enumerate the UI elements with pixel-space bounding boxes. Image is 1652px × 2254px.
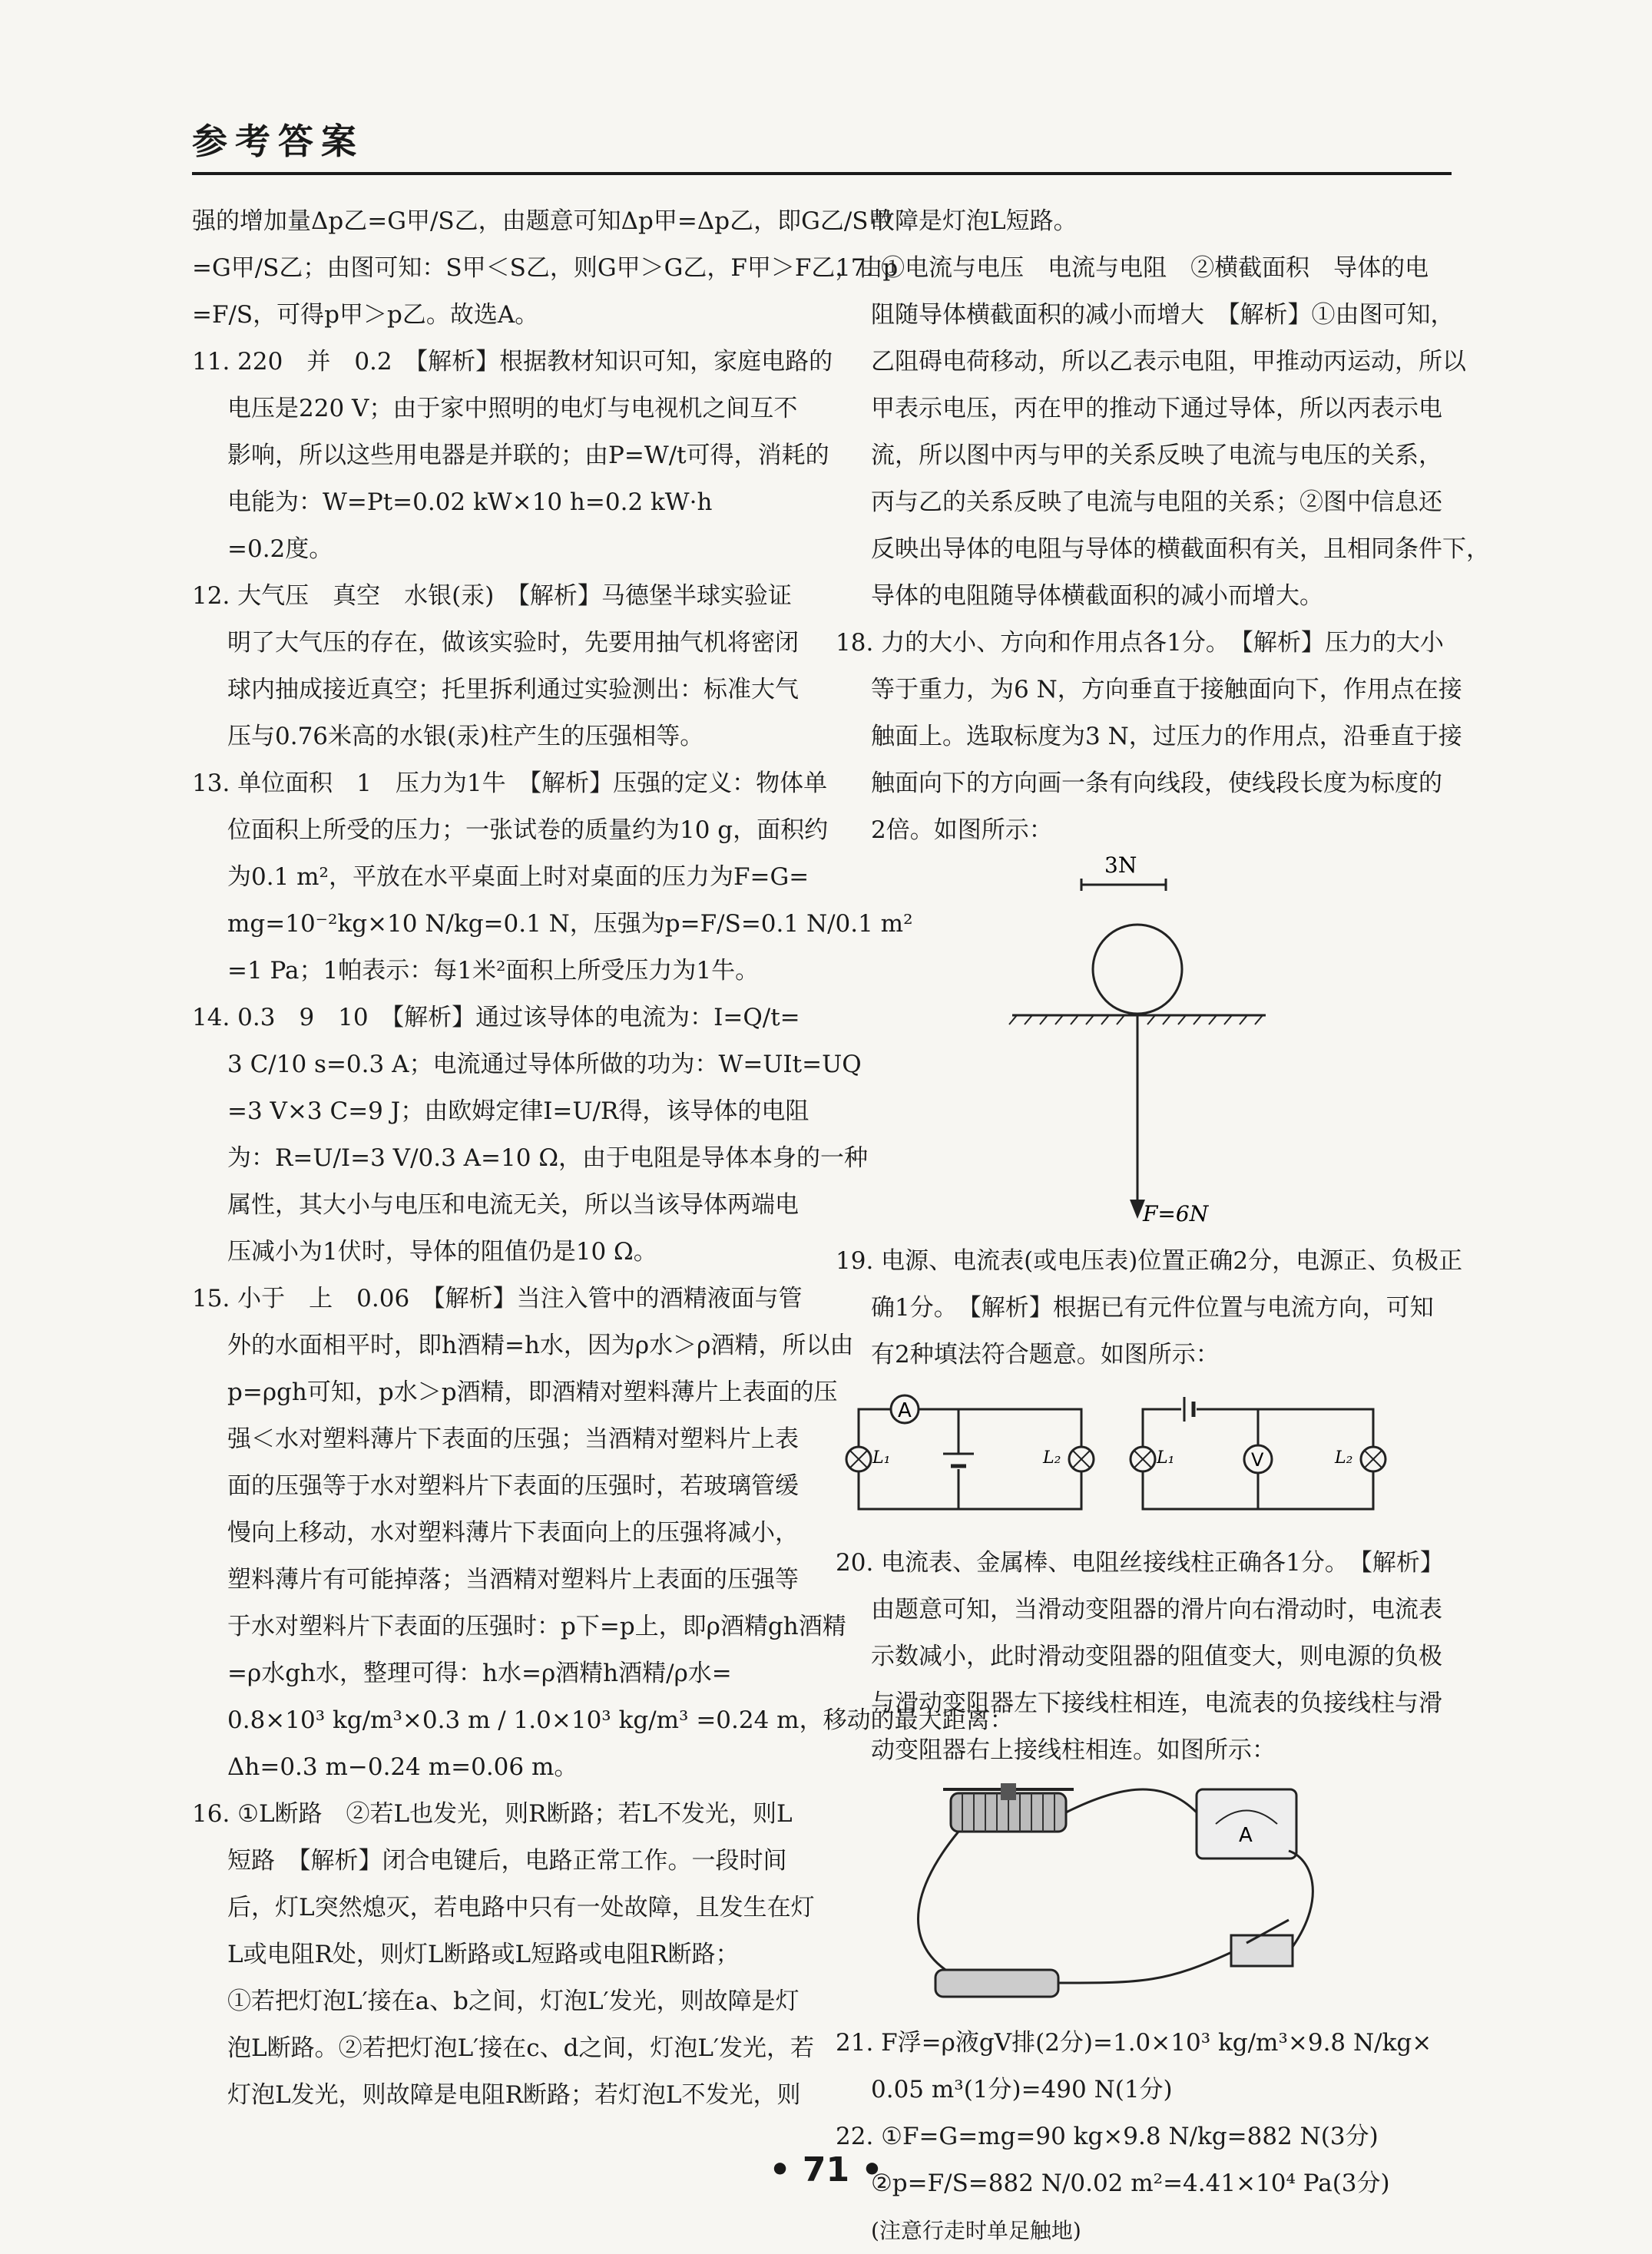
wire bbox=[1066, 1789, 1197, 1812]
text-line: 反映出导体的电阻与导体的横截面积有关，且相同条件下， bbox=[871, 535, 1490, 563]
text-line: 面的压强等于水对塑料片下表面的压强时，若玻璃管缓 bbox=[227, 1472, 799, 1500]
text-line: 属性，其大小与电压和电流无关，所以当该导体两端电 bbox=[227, 1191, 799, 1219]
answer-20: 20. 电流表、金属棒、电阻丝接线柱正确各1分。 【解析】 bbox=[836, 1549, 1444, 1577]
answer-12: 12. 大气压 真空 水银(汞) 【解析】马德堡半球实验证 bbox=[192, 582, 792, 610]
right-column bbox=[836, 198, 1490, 2254]
text-line: 球内抽成接近真空；托里拆利通过实验测出：标准大气 bbox=[227, 676, 799, 703]
answer-17: 17. ①电流与电压 电流与电阻 ②横截面积 导体的电 bbox=[836, 254, 1429, 282]
answer-11: 11. 220 并 0.2 【解析】根据教材知识可知，家庭电路的 bbox=[192, 348, 833, 376]
text-line: 甲表示电压，丙在甲的推动下通过导体，所以丙表示电 bbox=[871, 395, 1442, 422]
text-line: 故障是灯泡L短路。 bbox=[871, 207, 1078, 235]
rheostat-svg bbox=[836, 1782, 1450, 2012]
wire bbox=[1289, 1851, 1313, 1947]
answer-19: 19. 电源、电流表(或电压表)位置正确2分，电源正、负极正 bbox=[836, 1247, 1463, 1275]
figure-20-rheostat-circuit bbox=[836, 1782, 1450, 2012]
text-line: 为0.1 m²，平放在水平桌面上时对桌面的压力为F=G= bbox=[227, 863, 809, 891]
lamp2-label: L₂ bbox=[1335, 1448, 1353, 1468]
text-line: =F/S，可得p甲＞p乙。故选A。 bbox=[192, 301, 539, 329]
text-line: =G甲/S乙；由图可知：S甲＜S乙，则G甲＞G乙，F甲＞F乙，由p bbox=[192, 254, 899, 282]
text-line: =3 V×3 C=9 J；由欧姆定律I=U/R得，该导体的电阻 bbox=[227, 1097, 809, 1125]
text-line: p=ρgh可知，p水＞p酒精，即酒精对塑料薄片上表面的压 bbox=[227, 1379, 838, 1406]
text-line: ②p=F/S=882 N/0.02 m²=4.41×10⁴ Pa(3分) bbox=[871, 2170, 1390, 2197]
text-line: 强＜水对塑料薄片下表面的压强；当酒精对塑料片上表 bbox=[227, 1425, 799, 1453]
text-line: 导体的电阻随导体横截面积的减小而增大。 bbox=[871, 582, 1323, 610]
switch-icon bbox=[1231, 1935, 1293, 1966]
text-line: =0.2度。 bbox=[227, 535, 333, 563]
text-line: 有2种填法符合题意。如图所示： bbox=[871, 1341, 1220, 1369]
text-line: mg=10⁻²kg×10 N/kg=0.1 N，压强为p=F/S=0.1 N/0.1 m² bbox=[227, 910, 913, 938]
text-line: 丙与乙的关系反映了电流与电阻的关系；②图中信息还 bbox=[871, 488, 1442, 516]
text-line: ①若把灯泡L′接在a、b之间，灯泡L′发光，则故障是灯 bbox=[227, 1988, 800, 2015]
answer-14: 14. 0.3 9 10 【解析】通过该导体的电流为：I=Q/t= bbox=[192, 1004, 800, 1031]
text-line: 动变阻器右上接线柱相连。如图所示： bbox=[871, 1736, 1276, 1764]
text-line: 外的水面相平时，即h酒精=h水，因为ρ水＞ρ酒精，所以由 bbox=[227, 1332, 854, 1359]
text-line: 灯泡L发光，则故障是电阻R断路；若灯泡L不发光，则 bbox=[227, 2081, 801, 2109]
text-line: 流，所以图中丙与甲的关系反映了电流与电压的关系， bbox=[871, 442, 1442, 469]
text-line: 0.8×10³ kg/m³×0.3 m / 1.0×10³ kg/m³ =0.24 m，移动的最大距离： bbox=[227, 1706, 1014, 1734]
text-line: 强的增加量Δp乙=G甲/S乙，由题意可知Δp甲=Δp乙，即G乙/S甲 bbox=[192, 207, 892, 235]
text-line: 示数减小，此时滑动变阻器的阻值变大，则电源的负极 bbox=[871, 1643, 1442, 1670]
text-line: 为：R=U/I=3 V/0.3 A=10 Ω，由于电阻是导体本身的一种 bbox=[227, 1144, 869, 1172]
lamp2-label: L₂ bbox=[1043, 1448, 1061, 1468]
answer-13: 13. 单位面积 1 压力为1牛 【解析】压强的定义：物体单 bbox=[192, 770, 828, 797]
page-number: • 71 • bbox=[769, 2150, 883, 2189]
answer-15: 15. 小于 上 0.06 【解析】当注入管中的酒精液面与管 bbox=[192, 1285, 803, 1312]
text-line: 触面上。选取标度为3 N，过压力的作用点，沿垂直于接 bbox=[871, 723, 1462, 750]
text-line: 确1分。 【解析】根据已有元件位置与电流方向，可知 bbox=[871, 1294, 1434, 1322]
text-line: 位面积上所受的压力；一张试卷的质量约为10 g，面积约 bbox=[227, 816, 829, 844]
lamp1-label: L₁ bbox=[1157, 1448, 1175, 1468]
text-line: Δh=0.3 m−0.24 m=0.06 m。 bbox=[227, 1753, 578, 1781]
ammeter-label: A bbox=[898, 1399, 912, 1422]
text-line: 明了大气压的存在，做该实验时，先要用抽气机将密闭 bbox=[227, 629, 799, 657]
text-line: =ρ水gh水，整理可得：h水=ρ酒精h酒精/ρ水= bbox=[227, 1660, 732, 1687]
page-header-title: 参考答案 bbox=[192, 121, 364, 162]
text-line: 塑料薄片有可能掉落；当酒精对塑料片上表面的压强等 bbox=[227, 1566, 799, 1594]
figure-19-circuits bbox=[836, 1386, 1450, 1532]
header-rule bbox=[192, 172, 1452, 175]
slider bbox=[1001, 1783, 1016, 1800]
figure-18-force-diagram bbox=[836, 852, 1450, 1230]
scale-label: 3N bbox=[1104, 852, 1137, 878]
text-line: 慢向上移动，水对塑料薄片下表面向上的压强将减小， bbox=[227, 1519, 799, 1547]
lamp1-label: L₁ bbox=[872, 1448, 891, 1468]
answer-21: 21. F浮=ρ液gV排(2分)=1.0×10³ kg/m³×9.8 N/kg× bbox=[836, 2029, 1432, 2057]
text-line: 泡L断路。②若把灯泡L′接在c、d之间，灯泡L′发光，若 bbox=[227, 2034, 815, 2062]
force-diagram-svg bbox=[836, 852, 1450, 1230]
text-line: 乙阻碍电荷移动，所以乙表示电阻，甲推动丙运动，所以 bbox=[871, 348, 1466, 376]
text-line: 压减小为1伏时，导体的阻值仍是10 Ω。 bbox=[227, 1238, 657, 1266]
text-line: 与滑动变阻器左下接线柱相连，电流表的负接线柱与滑 bbox=[871, 1690, 1442, 1717]
answer-16: 16. ①L断路 ②若L也发光，则R断路；若L不发光，则L bbox=[192, 1800, 793, 1828]
text-line: 压与0.76米高的水银(汞)柱产生的压强相等。 bbox=[227, 723, 704, 750]
text-line: L或电阻R处，则灯L断路或L短路或电阻R断路； bbox=[227, 1941, 740, 1968]
text-line: =1 Pa；1帕表示：每1米²面积上所受压力为1牛。 bbox=[227, 957, 760, 985]
force-label: F=6N bbox=[1143, 1201, 1209, 1226]
text-line: 电能为：W=Pt=0.02 kW×10 h=0.2 kW·h bbox=[227, 488, 713, 516]
answer-22: 22. ①F=G=mg=90 kg×9.8 N/kg=882 N(3分) bbox=[836, 2123, 1379, 2150]
text-line: 短路 【解析】闭合电键后，电路正常工作。一段时间 bbox=[227, 1847, 787, 1875]
battery-icon bbox=[935, 1970, 1058, 1997]
answer-18: 18. 力的大小、方向和作用点各1分。 【解析】压力的大小 bbox=[836, 629, 1444, 657]
text-line: 等于重力，为6 N，方向垂直于接触面向下，作用点在接 bbox=[871, 676, 1462, 703]
wire bbox=[1058, 1951, 1235, 1983]
text-line: 阻随导体横截面积的减小而增大 【解析】①由图可知， bbox=[871, 301, 1455, 329]
ground-hatching bbox=[1009, 1015, 1263, 1024]
circuit-svg bbox=[836, 1386, 1450, 1532]
ball bbox=[1093, 925, 1182, 1014]
note: (注意行走时单足触地) bbox=[871, 2218, 1081, 2243]
voltmeter-label: V bbox=[1251, 1449, 1264, 1471]
text-line: 由题意可知，当滑动变阻器的滑片向右滑动时，电流表 bbox=[871, 1596, 1442, 1623]
text-line: 0.05 m³(1分)=490 N(1分) bbox=[871, 2076, 1173, 2103]
meter-label: A bbox=[1239, 1824, 1253, 1847]
text-line: 2倍。如图所示： bbox=[871, 816, 1053, 844]
text-line: 触面向下的方向画一条有向线段，使线段长度为标度的 bbox=[871, 770, 1442, 797]
wire bbox=[919, 1832, 959, 1978]
text-line: 电压是220 V；由于家中照明的电灯与电视机之间互不 bbox=[227, 395, 798, 422]
text-line: 后，灯L突然熄灭，若电路中只有一处故障，且发生在灯 bbox=[227, 1894, 815, 1921]
text-line: 于水对塑料片下表面的压强时：p下=p上，即ρ酒精gh酒精 bbox=[227, 1613, 846, 1640]
text-line: 3 C/10 s=0.3 A；电流通过导体所做的功为：W=UIt=UQ bbox=[227, 1051, 862, 1078]
text-line: 影响，所以这些用电器是并联的；由P=W/t可得，消耗的 bbox=[227, 442, 829, 469]
